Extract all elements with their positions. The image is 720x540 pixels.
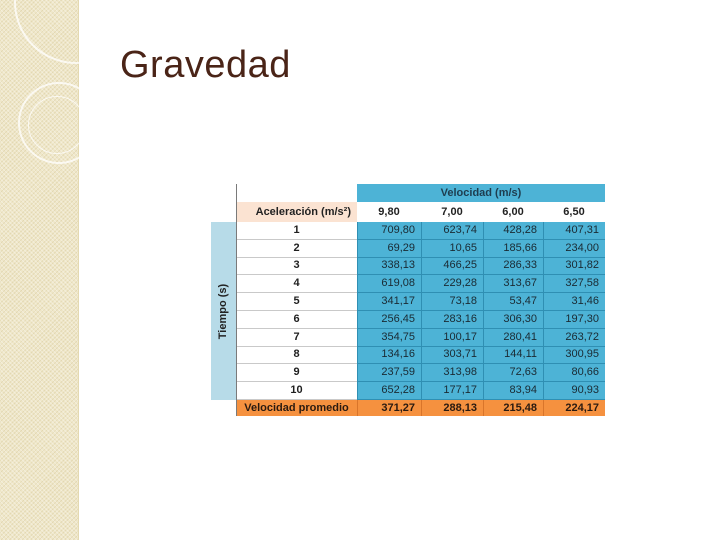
velocity-cell: 354,75 <box>357 329 421 347</box>
acceleration-value: 9,80 <box>357 202 421 222</box>
velocity-cell: 619,08 <box>357 275 421 293</box>
velocity-cell: 144,11 <box>483 347 543 365</box>
acceleration-value: 7,00 <box>421 202 483 222</box>
time-value: 1 <box>236 222 357 240</box>
table-divider <box>236 184 237 416</box>
velocity-cell: 466,25 <box>421 258 483 276</box>
velocity-cell: 177,17 <box>421 382 483 400</box>
time-value: 2 <box>236 240 357 258</box>
average-value: 371,27 <box>357 400 421 416</box>
time-value: 9 <box>236 364 357 382</box>
time-value: 8 <box>236 347 357 365</box>
velocity-cell: 407,31 <box>543 222 605 240</box>
velocity-cell: 197,30 <box>543 311 605 329</box>
average-value: 215,48 <box>483 400 543 416</box>
slide-title: Gravedad <box>120 44 291 86</box>
acceleration-value: 6,00 <box>483 202 543 222</box>
average-value: 288,13 <box>421 400 483 416</box>
velocity-cell: 341,17 <box>357 293 421 311</box>
velocity-cell: 234,00 <box>543 240 605 258</box>
velocity-cell: 306,30 <box>483 311 543 329</box>
velocity-cell: 286,33 <box>483 258 543 276</box>
velocity-cell: 185,66 <box>483 240 543 258</box>
time-value: 10 <box>236 382 357 400</box>
average-value: 224,17 <box>543 400 605 416</box>
velocity-cell: 53,47 <box>483 293 543 311</box>
acceleration-label: Aceleración (m/s²) <box>236 202 357 222</box>
acceleration-value: 6,50 <box>543 202 605 222</box>
velocity-cell: 100,17 <box>421 329 483 347</box>
time-axis-cell <box>211 222 236 400</box>
velocity-cell: 229,28 <box>421 275 483 293</box>
table-corner <box>236 184 357 202</box>
velocity-cell: 237,59 <box>357 364 421 382</box>
velocity-cell: 72,63 <box>483 364 543 382</box>
velocity-cell: 10,65 <box>421 240 483 258</box>
velocity-cell: 83,94 <box>483 382 543 400</box>
velocity-cell: 338,13 <box>357 258 421 276</box>
velocity-cell: 300,95 <box>543 347 605 365</box>
velocity-cell: 90,93 <box>543 382 605 400</box>
velocity-cell: 280,41 <box>483 329 543 347</box>
velocity-cell: 303,71 <box>421 347 483 365</box>
velocity-cell: 80,66 <box>543 364 605 382</box>
time-value: 5 <box>236 293 357 311</box>
velocity-cell: 301,82 <box>543 258 605 276</box>
velocity-cell: 428,28 <box>483 222 543 240</box>
velocity-cell: 73,18 <box>421 293 483 311</box>
average-label: Velocidad promedio <box>236 400 357 416</box>
velocity-cell: 313,98 <box>421 364 483 382</box>
decorative-ring <box>28 96 86 154</box>
time-value: 4 <box>236 275 357 293</box>
time-value: 3 <box>236 258 357 276</box>
velocity-cell: 31,46 <box>543 293 605 311</box>
velocity-cell: 263,72 <box>543 329 605 347</box>
time-value: 7 <box>236 329 357 347</box>
velocity-cell: 134,16 <box>357 347 421 365</box>
velocity-cell: 313,67 <box>483 275 543 293</box>
velocity-cell: 709,80 <box>357 222 421 240</box>
velocity-cell: 256,45 <box>357 311 421 329</box>
time-value: 6 <box>236 311 357 329</box>
time-axis-label: Tiempo (s) <box>217 283 230 339</box>
velocity-cell: 283,16 <box>421 311 483 329</box>
velocity-cell: 623,74 <box>421 222 483 240</box>
velocity-header: Velocidad (m/s) <box>357 184 605 202</box>
velocity-cell: 652,28 <box>357 382 421 400</box>
decorative-side-band <box>0 0 79 540</box>
velocity-cell: 69,29 <box>357 240 421 258</box>
velocity-cell: 327,58 <box>543 275 605 293</box>
